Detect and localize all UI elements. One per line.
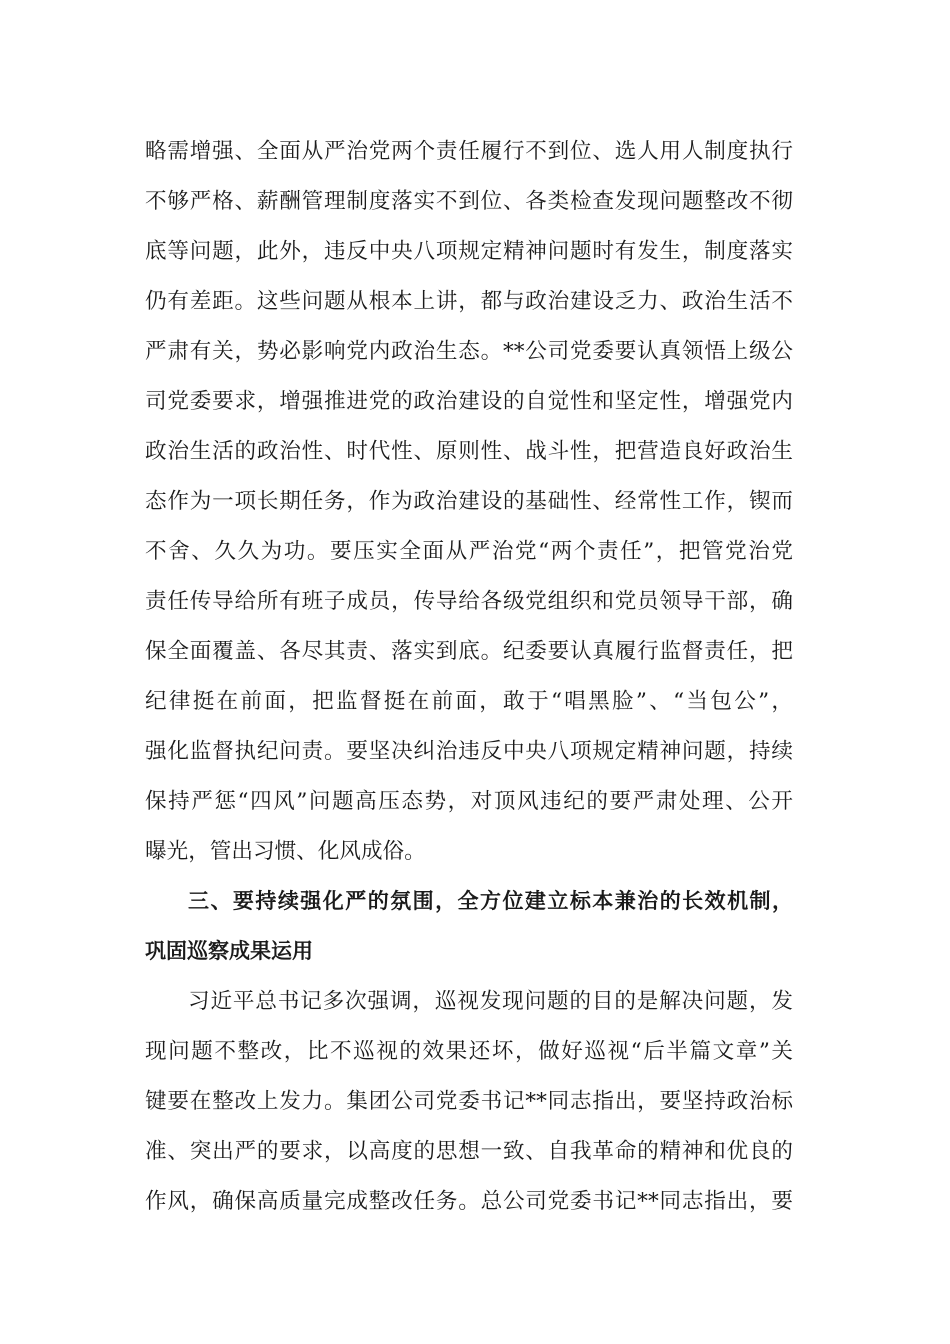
paragraph-1-line: 政治生活的政治性、时代性、原则性、战斗性，把营造良好政治生: [145, 439, 793, 464]
section-heading-line: 三、要持续强化严的氛围，全方位建立标本兼治的长效机制，: [188, 889, 793, 913]
paragraph-1-line: 强化监督执纪问责。要坚决纠治违反中央八项规定精神问题，持续: [145, 739, 793, 764]
paragraph-2-line: 现问题不整改，比不巡视的效果还坏，做好巡视“后半篇文章”关: [145, 1039, 793, 1064]
paragraph-1-line: 不够严格、薪酬管理制度落实不到位、各类检查发现问题整改不彻: [145, 189, 793, 214]
paragraph-2-line: 准、突出严的要求，以高度的思想一致、自我革命的精神和优良的: [145, 1139, 793, 1164]
paragraph-1-line: 曝光，管出习惯、化风成俗。: [145, 839, 426, 864]
paragraph-1-line: 态作为一项长期任务，作为政治建设的基础性、经常性工作，锲而: [145, 489, 793, 514]
paragraph-1-line: 底等问题，此外，违反中央八项规定精神问题时有发生，制度落实: [145, 239, 793, 264]
paragraph-1-line: 司党委要求，增强推进党的政治建设的自觉性和坚定性，增强党内: [145, 389, 793, 414]
paragraph-1-line: 严肃有关，势必影响党内政治生态。**公司党委要认真领悟上级公: [145, 339, 793, 364]
paragraph-1-line: 仍有差距。这些问题从根本上讲，都与政治建设乏力、政治生活不: [145, 289, 793, 314]
paragraph-1-line: 保持严惩“四风”问题高压态势，对顶风违纪的要严肃处理、公开: [145, 789, 793, 814]
paragraph-1-line: 责任传导给所有班子成员，传导给各级党组织和党员领导干部，确: [145, 589, 793, 614]
paragraph-1-line: 保全面覆盖、各尽其责、落实到底。纪委要认真履行监督责任，把: [145, 639, 793, 664]
paragraph-1-line: 略需增强、全面从严治党两个责任履行不到位、选人用人制度执行: [145, 139, 793, 164]
paragraph-2-line: 习近平总书记多次强调，巡视发现问题的目的是解决问题，发: [188, 989, 793, 1014]
paragraph-1-line: 纪律挺在前面，把监督挺在前面，敢于“唱黑脸”、“当包公”，: [145, 689, 793, 714]
section-heading-line: 巩固巡察成果运用: [145, 939, 313, 963]
paragraph-2-line: 键要在整改上发力。集团公司党委书记**同志指出，要坚持政治标: [145, 1089, 793, 1114]
paragraph-2-line: 作风，确保高质量完成整改任务。总公司党委书记**同志指出，要: [145, 1189, 793, 1214]
paragraph-1-line: 不舍、久久为功。要压实全面从严治党“两个责任”，把管党治党: [145, 539, 793, 564]
